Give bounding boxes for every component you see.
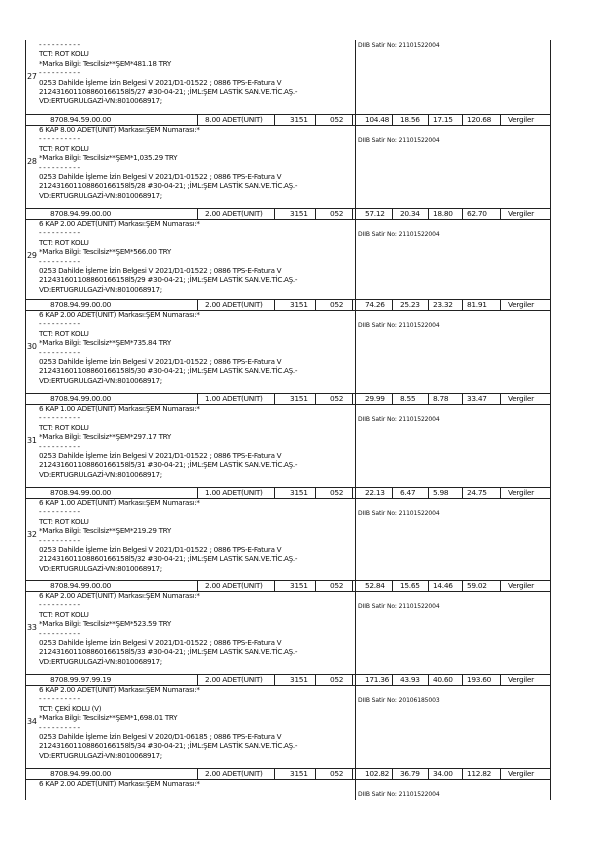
left-border — [25, 40, 26, 800]
cell-v2: 25.23 — [400, 300, 420, 309]
cell-v4: 24.75 — [467, 488, 487, 497]
item-description: 6 KAP 2.00 ADET(UNIT) Markası:ŞEM Numarası:* - - - - - - - - - - TCT: ROT KOLU *Marka Bilgi: Tescilsiz**ŞEM*523.59 TRY - - - - - - - - - - 0253 Dahilde İşleme İzin Belgesi V 2021/D1-01522 ; 0886 TPS-E-Fatura V 212431601108860166158l5/33 #30-04-21; ;İML:ŞEM LASTİK SAN.VE.TİC.AŞ.- VD:ERTUGRULGAZİ-VN:8010068917; — [39, 591, 298, 666]
column-divider — [462, 209, 463, 219]
cell-v1: 29.99 — [365, 394, 385, 403]
item-description: 6 KAP 2.00 ADET(UNIT) Markası:ŞEM Numarası:* - - - - - - - - - - TCT: ÇEKİ KOLU (V) *Marka Bilgi: Tescilsiz**ŞEM*1,698.01 TRY - - - - - - - - - - 0253 Dahilde İşleme İzin Belgesi V 2020/D1-06185 ; 0886 TPS-E-Fatura V 212431601108860166158l5/34 #30-04-21; ;İML:ŞEM LASTİK SAN.VE.TİC.AŞ.- VD:ERTUGRULGAZİ-VN:8010068917; — [39, 685, 298, 760]
column-divider — [315, 581, 316, 591]
cell-gtip: 8708.94.99.00.00 — [50, 488, 112, 497]
column-divider — [392, 769, 393, 779]
column-divider — [462, 675, 463, 685]
cell-v1: 102.82 — [365, 769, 390, 778]
dib-line-number: DIIB Satir No: 21101522004 — [358, 416, 440, 423]
middle-border — [355, 40, 356, 800]
cell-v2: 6.47 — [400, 488, 416, 497]
dib-line-number: DIIB Satir No: 21101522004 — [358, 510, 440, 517]
cell-tax: Vergiler — [508, 300, 534, 309]
cell-qty: 2.00 ADET(UNIT) — [205, 300, 263, 309]
column-divider — [274, 769, 275, 779]
column-divider — [197, 488, 198, 498]
column-divider — [500, 115, 501, 125]
dib-line-number: DIIB Satir No: 21101522004 — [358, 322, 440, 329]
cell-c1: 3151 — [290, 769, 308, 778]
column-divider — [315, 394, 316, 404]
cell-v1: 57.12 — [365, 209, 385, 218]
cell-v2: 43.93 — [400, 675, 420, 684]
cell-c1: 3151 — [290, 675, 308, 684]
cell-v2: 20.34 — [400, 209, 420, 218]
column-divider — [392, 394, 393, 404]
column-divider — [315, 488, 316, 498]
cell-tax: Vergiler — [508, 209, 534, 218]
cell-v1: 22.13 — [365, 488, 385, 497]
column-divider — [462, 488, 463, 498]
cell-v4: 81.91 — [467, 300, 487, 309]
cell-gtip: 8708.94.59.00.00 — [50, 115, 112, 124]
column-divider — [500, 581, 501, 591]
cell-gtip: 8708.99.97.99.19 — [50, 675, 112, 684]
cell-v4: 59.02 — [467, 581, 487, 590]
column-divider — [197, 675, 198, 685]
item-number: 27 — [27, 72, 37, 81]
cell-v2: 15.65 — [400, 581, 420, 590]
cell-v1: 104.48 — [365, 115, 390, 124]
cell-c1: 3151 — [290, 581, 308, 590]
cell-c2: 052 — [330, 675, 344, 684]
column-divider — [392, 675, 393, 685]
column-divider — [315, 209, 316, 219]
column-divider — [428, 581, 429, 591]
column-divider — [500, 769, 501, 779]
cell-v4: 112.82 — [467, 769, 492, 778]
cell-tax: Vergiler — [508, 675, 534, 684]
cell-v4: 193.60 — [467, 675, 492, 684]
cell-c1: 3151 — [290, 300, 308, 309]
column-divider — [197, 209, 198, 219]
cell-c2: 052 — [330, 488, 344, 497]
column-divider — [274, 394, 275, 404]
item-number: 29 — [27, 251, 37, 260]
cell-v4: 62.70 — [467, 209, 487, 218]
cell-v2: 18.56 — [400, 115, 420, 124]
column-divider — [197, 769, 198, 779]
column-divider — [428, 300, 429, 310]
item-number: 32 — [27, 530, 37, 539]
cell-c1: 3151 — [290, 394, 308, 403]
cell-qty: 2.00 ADET(UNIT) — [205, 769, 263, 778]
column-divider — [500, 675, 501, 685]
column-divider — [428, 675, 429, 685]
column-divider — [500, 394, 501, 404]
column-divider — [352, 675, 353, 685]
cell-c1: 3151 — [290, 209, 308, 218]
dib-line-number: DIIB Satir No: 21101522004 — [358, 791, 440, 798]
column-divider — [274, 209, 275, 219]
column-divider — [500, 488, 501, 498]
column-divider — [315, 769, 316, 779]
item-number: 34 — [27, 717, 37, 726]
cell-qty: 1.00 ADET(UNIT) — [205, 394, 263, 403]
cell-v3: 8.78 — [433, 394, 449, 403]
cell-v3: 17.15 — [433, 115, 453, 124]
item-description: 6 KAP 2.00 ADET(UNIT) Markası:ŞEM Numarası:* - - - - - - - - - - TCT: ROT KOLU *Marka Bilgi: Tescilsiz**ŞEM*566.00 TRY - - - - - - - - - - 0253 Dahilde İşleme İzin Belgesi V 2021/D1-01522 ; 0886 TPS-E-Fatura V 212431601108860166158l5/29 #30-04-21; ;İML:ŞEM LASTİK SAN.VE.TİC.AŞ.- VD:ERTUGRULGAZİ-VN:8010068917; — [39, 219, 298, 294]
column-divider — [392, 209, 393, 219]
column-divider — [315, 115, 316, 125]
column-divider — [428, 394, 429, 404]
cell-tax: Vergiler — [508, 488, 534, 497]
cell-c2: 052 — [330, 394, 344, 403]
item-description: 6 KAP 2.00 ADET(UNIT) Markası:ŞEM Numarası:* - - - - - - - - - - TCT: ROT KOLU *Marka Bilgi: Tescilsiz**ŞEM*735.84 TRY - - - - - - - - - - 0253 Dahilde İşleme İzin Belgesi V 2021/D1-01522 ; 0886 TPS-E-Fatura V 212431601108860166158l5/30 #30-04-21; ;İML:ŞEM LASTİK SAN.VE.TİC.AŞ.- VD:ERTUGRULGAZİ-VN:8010068917; — [39, 310, 298, 385]
cell-tax: Vergiler — [508, 394, 534, 403]
cell-qty: 8.00 ADET(UNIT) — [205, 115, 263, 124]
column-divider — [462, 581, 463, 591]
cell-v3: 5.98 — [433, 488, 449, 497]
cell-v3: 34.00 — [433, 769, 453, 778]
column-divider — [462, 300, 463, 310]
column-divider — [392, 488, 393, 498]
item-description: 6 KAP 8.00 ADET(UNIT) Markası:ŞEM Numarası:* - - - - - - - - - - TCT: ROT KOLU *Marka Bilgi: Tescilsiz**ŞEM*1,035.29 TRY - - - - - - - - - - 0253 Dahilde İşleme İzin Belgesi V 2021/D1-01522 ; 0886 TPS-E-Fatura V 212431601108860166158l5/28 #30-04-21; ;İML:ŞEM LASTİK SAN.VE.TİC.AŞ.- VD:ERTUGRULGAZİ-VN:8010068917; — [39, 125, 298, 200]
cell-v1: 171.36 — [365, 675, 390, 684]
column-divider — [428, 488, 429, 498]
column-divider — [352, 115, 353, 125]
cell-tax: Vergiler — [508, 581, 534, 590]
cell-c1: 3151 — [290, 488, 308, 497]
cell-v2: 36.79 — [400, 769, 420, 778]
column-divider — [274, 300, 275, 310]
cell-gtip: 8708.94.99.00.00 — [50, 209, 112, 218]
column-divider — [500, 209, 501, 219]
cell-v3: 40.60 — [433, 675, 453, 684]
dib-line-number: DIIB Satir No: 21101522004 — [358, 137, 440, 144]
item-description: 6 KAP 2.00 ADET(UNIT) Markası:ŞEM Numarası:* — [39, 779, 200, 788]
column-divider — [352, 209, 353, 219]
cell-v3: 23.32 — [433, 300, 453, 309]
column-divider — [392, 115, 393, 125]
cell-v3: 18.80 — [433, 209, 453, 218]
item-description: - - - - - - - - - - TCT: ROT KOLU *Marka Bilgi: Tescilsiz**ŞEM*481.18 TRY - - - - - - - - - - 0253 Dahilde İşleme İzin Belgesi V 2021/D1-01522 ; 0886 TPS-E-Fatura V 212431601108860166158l5/27 #30-04-21; ;İML:ŞEM LASTİK SAN.VE.TİC.AŞ.- VD:ERTUGRULGAZİ-VN:8010068917; — [39, 40, 298, 106]
column-divider — [315, 675, 316, 685]
column-divider — [274, 675, 275, 685]
item-number: 30 — [27, 342, 37, 351]
column-divider — [428, 115, 429, 125]
column-divider — [428, 209, 429, 219]
cell-c2: 052 — [330, 581, 344, 590]
column-divider — [197, 300, 198, 310]
column-divider — [352, 488, 353, 498]
cell-v3: 14.46 — [433, 581, 453, 590]
column-divider — [462, 115, 463, 125]
cell-gtip: 8708.94.99.00.00 — [50, 769, 112, 778]
cell-qty: 1.00 ADET(UNIT) — [205, 488, 263, 497]
column-divider — [315, 300, 316, 310]
column-divider — [274, 581, 275, 591]
cell-c2: 052 — [330, 300, 344, 309]
item-number: 33 — [27, 623, 37, 632]
dib-line-number: DIIB Satir No: 21101522004 — [358, 603, 440, 610]
column-divider — [274, 488, 275, 498]
cell-v2: 8.55 — [400, 394, 416, 403]
cell-c2: 052 — [330, 115, 344, 124]
cell-tax: Vergiler — [508, 769, 534, 778]
cell-qty: 2.00 ADET(UNIT) — [205, 675, 263, 684]
dib-line-number: DIIB Satir No: 21101522004 — [358, 42, 440, 49]
dib-line-number: DIIB Satir No: 21101522004 — [358, 231, 440, 238]
column-divider — [428, 769, 429, 779]
column-divider — [500, 300, 501, 310]
dib-line-number: DIIB Satir No: 20106185003 — [358, 697, 440, 704]
column-divider — [274, 115, 275, 125]
column-divider — [197, 581, 198, 591]
column-divider — [197, 394, 198, 404]
column-divider — [352, 769, 353, 779]
column-divider — [462, 394, 463, 404]
column-divider — [392, 581, 393, 591]
cell-c2: 052 — [330, 209, 344, 218]
item-description: 6 KAP 1.00 ADET(UNIT) Markası:ŞEM Numarası:* - - - - - - - - - - TCT: ROT KOLU *Marka Bilgi: Tescilsiz**ŞEM*297.17 TRY - - - - - - - - - - 0253 Dahilde İşleme İzin Belgesi V 2021/D1-01522 ; 0886 TPS-E-Fatura V 212431601108860166158l5/31 #30-04-21; ;İML:ŞEM LASTİK SAN.VE.TİC.AŞ.- VD:ERTUGRULGAZİ-VN:8010068917; — [39, 404, 298, 479]
cell-gtip: 8708.94.99.00.00 — [50, 394, 112, 403]
cell-v1: 52.84 — [365, 581, 385, 590]
cell-qty: 2.00 ADET(UNIT) — [205, 209, 263, 218]
cell-c1: 3151 — [290, 115, 308, 124]
cell-gtip: 8708.94.99.00.00 — [50, 581, 112, 590]
cell-v4: 33.47 — [467, 394, 487, 403]
cell-qty: 2.00 ADET(UNIT) — [205, 581, 263, 590]
cell-v1: 74.26 — [365, 300, 385, 309]
column-divider — [352, 300, 353, 310]
column-divider — [352, 394, 353, 404]
column-divider — [462, 769, 463, 779]
column-divider — [197, 115, 198, 125]
item-number: 28 — [27, 157, 37, 166]
column-divider — [392, 300, 393, 310]
cell-tax: Vergiler — [508, 115, 534, 124]
item-description: 6 KAP 1.00 ADET(UNIT) Markası:ŞEM Numarası:* - - - - - - - - - - TCT: ROT KOLU *Marka Bilgi: Tescilsiz**ŞEM*219.29 TRY - - - - - - - - - - 0253 Dahilde İşleme İzin Belgesi V 2021/D1-01522 ; 0886 TPS-E-Fatura V 212431601108860166158l5/32 #30-04-21; ;İML:ŞEM LASTİK SAN.VE.TİC.AŞ.- VD:ERTUGRULGAZİ-VN:8010068917; — [39, 498, 298, 573]
right-border — [550, 40, 551, 800]
item-number: 31 — [27, 436, 37, 445]
cell-v4: 120.68 — [467, 115, 492, 124]
column-divider — [352, 581, 353, 591]
cell-c2: 052 — [330, 769, 344, 778]
cell-gtip: 8708.94.99.00.00 — [50, 300, 112, 309]
